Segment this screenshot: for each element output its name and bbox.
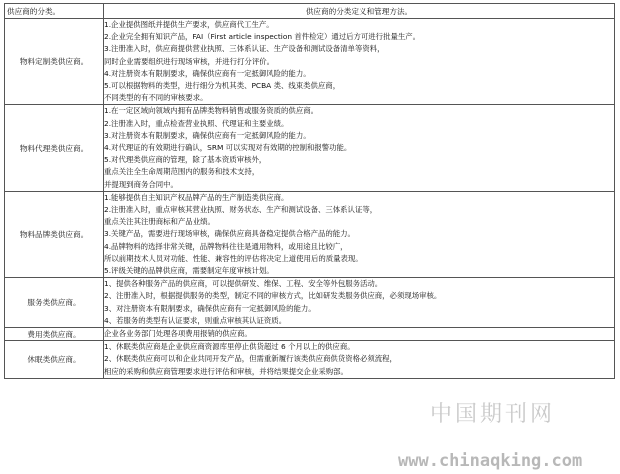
header-description: 供应商的分类定义和管理方法。 — [104, 4, 615, 19]
description-line: 2.注册准入时，重点检查营业执照、代理证和主要业绩。 — [104, 118, 289, 128]
row-category: 物料代理类供应商。 — [5, 105, 104, 191]
description-line: 2.企业完全拥有知识产品，FAI（First article inspection 首件检定）通过后方可进行批量生产。 — [104, 32, 421, 42]
description-line: 5.评级关键的品牌供应商，需要制定年度审核计划。 — [104, 266, 274, 276]
description-line: 重点关注其注册商标和产品业绩。 — [104, 217, 215, 227]
description-line: 并提现到商务合同中。 — [104, 179, 178, 189]
description-line: 3.对注册资本有限制要求，确保供应商有一定抵御风险的能力。 — [104, 130, 311, 140]
description-line: 1.在一定区域向领域内拥有品牌类物料销售或服务资质的供应商。 — [104, 106, 318, 116]
table-row — [5, 105, 615, 191]
row-category: 服务类供应商。 — [5, 278, 104, 328]
row-category: 物料定制类供应商。 — [5, 19, 104, 105]
row-description — [104, 191, 615, 277]
header-category: 供应商的分类。 — [5, 4, 104, 19]
watermark-cn-text: 中国期刊网 — [430, 402, 556, 427]
row-description — [104, 328, 615, 341]
description-line: 1.能够提供自主知识产权品牌产品的生产制造类供应商。 — [104, 192, 289, 202]
table-header-row — [5, 4, 615, 19]
description-line: 相应的采购和供应商管理要求进行评估和审核，并将结果提交企业采购部。 — [104, 366, 348, 376]
table-row — [5, 191, 615, 277]
description-line: 1、提供各种服务产品的供应商，可以提供研发、维保、工程、安全等外包服务活动。 — [104, 279, 383, 289]
description-line: 1.企业提供图纸并提供生产要求，供应商代工生产。 — [104, 20, 274, 29]
description-line: 4.对注册资本有限制要求，确保供应商有一定抵御风险的能力。 — [104, 68, 311, 78]
description-line: 2、休眠类供应商可以和企业共同开发产品，但需重新履行该类供应商供货资格必须流程， — [104, 354, 397, 364]
row-description — [104, 19, 615, 105]
table-row — [5, 19, 615, 105]
description-line: 企业各业务部门处理各项费用报销的供应商。 — [104, 329, 252, 339]
description-line: 5.对代理类供应商的管理，除了基本资质审核外， — [104, 155, 267, 165]
description-line: 所以前期技术人员对功能、性能、兼容性的评估将决定上道使用后的质量表现。 — [104, 253, 363, 263]
table-row — [5, 341, 615, 379]
description-line: 同时企业需要组织进行现场审核，并进行打分评价。 — [104, 56, 274, 66]
table-row — [5, 278, 615, 328]
description-line: 4、若服务的类型有认证要求，则重点审核其认证资质。 — [104, 315, 287, 325]
row-category: 物料品牌类供应商。 — [5, 191, 104, 277]
description-line: 3.关键产品，需要进行现场审核，确保供应商具备稳定提供合格产品的能力。 — [104, 229, 355, 239]
description-line: 重点关注全生命周期范围内的服务和技术支持， — [104, 167, 260, 177]
description-line: 5.可以根据物料的类型，进行细分为机其类、PCBA 类、线束类供应商， — [104, 81, 341, 91]
description-line: 3.注册准入时，供应商提供营业执照、三体系认证、生产设备和测试设备清单等资料， — [104, 44, 385, 54]
row-category: 休眠类供应商。 — [5, 341, 104, 379]
row-description — [104, 278, 615, 328]
row-description — [104, 341, 615, 379]
supplier-classification-table — [4, 3, 615, 379]
description-line: 3、对注册资本有限制要求，确保供应商有一定抵御风险的能力。 — [104, 303, 316, 313]
table-row — [5, 328, 615, 341]
description-line: 4.品牌物料的选择非常关键，品牌物料往往是通用物料，或用途且比较广， — [104, 241, 348, 251]
watermark-url-text: www.chinaqking.com — [398, 451, 583, 471]
description-line: 2.注册准入时，重点审核其营业执照、财务状态、生产和测试设备、三体系认证等， — [104, 205, 378, 215]
row-description — [104, 105, 615, 191]
description-line: 不同类型的有不同的审核要求。 — [104, 93, 208, 103]
row-category: 费用类供应商。 — [5, 328, 104, 341]
description-line: 1、休眠类供应商是企业供应商资源库里停止供货超过 6 个月以上的供应商。 — [104, 342, 355, 352]
description-line: 4.对代理证的有效期进行确认，SRM 可以实现对有效期的控制和报警功能。 — [104, 143, 352, 153]
description-line: 2、注册准入时，根据提供服务的类型，制定不同的审核方式，比如研发类服务供应商，必须现场审核。 — [104, 291, 442, 301]
